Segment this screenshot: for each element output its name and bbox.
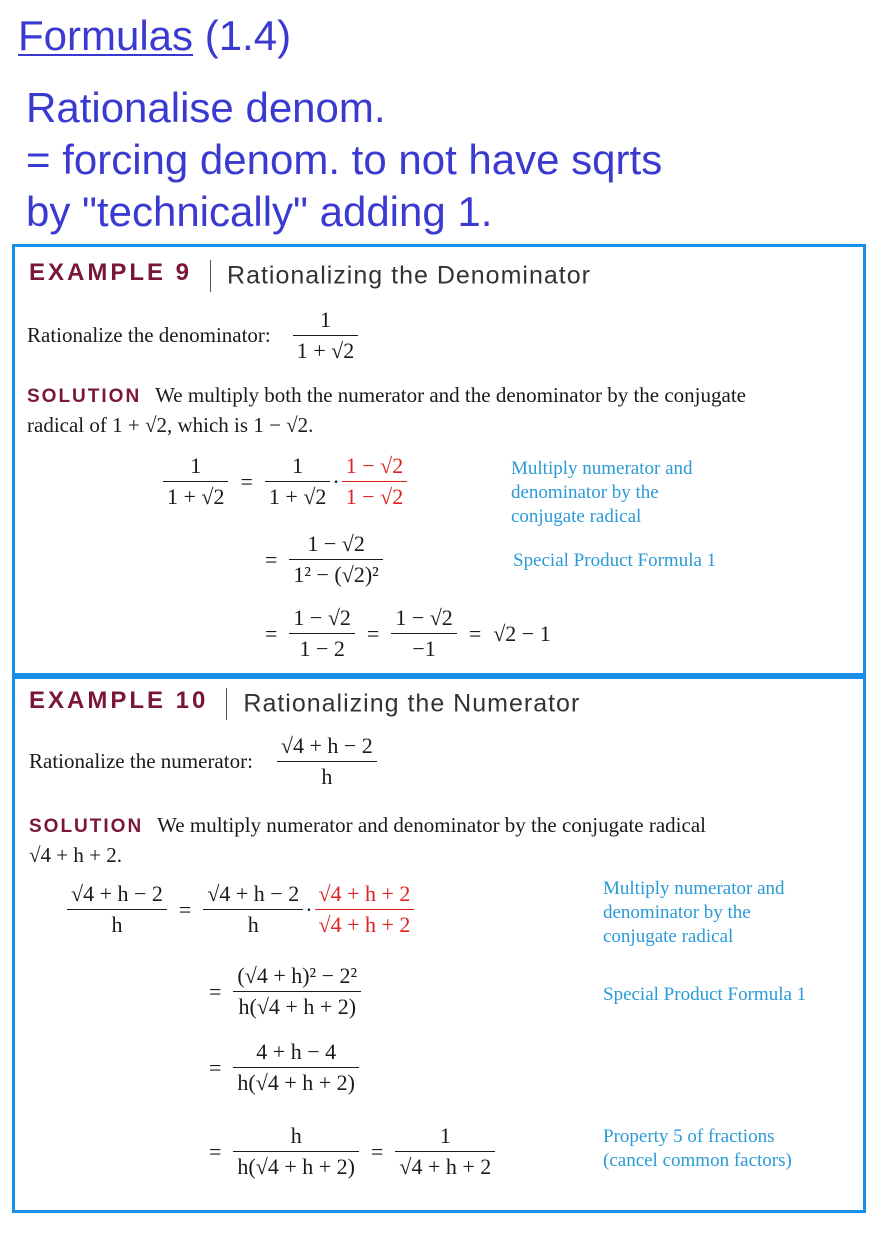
example-10-annotation-1 xyxy=(603,877,785,949)
step-3-fraction: $\frac{4 + h - 4}{h(√4 + h + 2)}$ xyxy=(233,1037,359,1098)
annotation-line: Multiply numerator and xyxy=(603,878,785,899)
example-9-title: Rationalizing the Denominator xyxy=(227,261,591,290)
step-4-fraction-b: $\frac{1}{√4 + h + 2}$ xyxy=(395,1121,495,1182)
example-10-step-2 xyxy=(201,961,361,1022)
annotation-line: Property 5 of fractions xyxy=(603,1126,775,1147)
step-1-conjugate-fraction: $\frac{√4 + h + 2}{√4 + h + 2}$ xyxy=(315,879,415,940)
step-2-fraction: $\frac{1 - √2}{\text{1² − (√2)²}}$ xyxy=(289,529,382,590)
example-10-step-3 xyxy=(201,1037,359,1098)
step-4-fraction-a: $\frac{h}{h(√4 + h + 2)}$ xyxy=(233,1121,359,1182)
equals-sign: = xyxy=(240,468,253,494)
step-3-fraction-b: $\frac{1 - √2}{-1}$ xyxy=(391,603,456,664)
example-9-heading xyxy=(29,259,591,292)
solution-label: SOLUTION xyxy=(27,386,142,407)
solution-text-line-1: We multiply numerator and denominator by the conjugate radical xyxy=(157,813,706,837)
example-10-label: EXAMPLE 10 xyxy=(29,687,209,714)
annotation-line: denominator by the xyxy=(511,482,659,503)
fraction-denominator: 1 + √2 xyxy=(296,338,355,363)
example-10-solution xyxy=(29,811,859,869)
example-10-annotation-2: Special Product Formula 1 xyxy=(603,984,807,1005)
example-9-step-1 xyxy=(163,451,407,512)
example-9-annotation-1 xyxy=(511,457,693,529)
fraction-numerator: 1 xyxy=(293,305,358,336)
solution-text-line-2: √4 + h + 2. xyxy=(29,843,122,867)
solution-label: SOLUTION xyxy=(29,816,144,837)
solution-text-line-1: We multiply both the numerator and the denominator by the conjugate xyxy=(155,383,746,407)
note-line-2: = forcing denom. to not have sqrts xyxy=(26,136,663,183)
step-2-fraction: $\frac{\text{(√4 + h)² − 2²}}{h(√4 + h + 2)}$ xyxy=(233,961,361,1022)
step-1-conjugate-fraction: $\frac{1 - √2}{1 - √2}$ xyxy=(342,451,407,512)
equals-sign: = xyxy=(366,620,380,646)
example-10-given-fraction xyxy=(277,731,377,792)
example-10-heading xyxy=(29,687,580,720)
example-10-prompt-row xyxy=(29,731,377,792)
example-9-box xyxy=(12,244,866,676)
equals-sign: = xyxy=(265,546,278,572)
note-line-3: by "technically" adding 1. xyxy=(26,188,493,235)
example-9-solution xyxy=(27,381,857,439)
heading-divider xyxy=(226,688,227,720)
step-1-fraction-a: $\frac{√4 + h - 2}{h}$ xyxy=(203,879,303,940)
example-9-label: EXAMPLE 9 xyxy=(29,259,193,286)
example-9-prompt-row xyxy=(27,305,358,366)
step-1-lhs-fraction: $\frac{1}{1 + √2}$ xyxy=(163,451,228,512)
section-number: (1.4) xyxy=(193,12,292,59)
equals-sign: = xyxy=(209,1054,222,1080)
example-9-step-2 xyxy=(257,529,383,590)
example-10-title: Rationalizing the Numerator xyxy=(243,689,581,718)
multiply-dot: · xyxy=(305,896,313,922)
step-1-lhs-fraction: $\frac{√4 + h - 2}{h}$ xyxy=(67,879,167,940)
solution-text-line-2: radical of 1 + √2, which is 1 − √2. xyxy=(27,413,314,437)
step-3-fraction-a: $\frac{1 - √2}{1 - 2}$ xyxy=(289,603,354,664)
example-9-step-3 xyxy=(257,603,559,664)
example-10-box xyxy=(12,676,866,1213)
fraction-numerator: √4 + h − 2 xyxy=(277,731,377,762)
annotation-line: (cancel common factors) xyxy=(603,1150,792,1171)
page-title xyxy=(18,12,291,60)
example-10-annotation-3 xyxy=(603,1125,792,1173)
equals-sign: = xyxy=(468,620,482,646)
multiply-dot: · xyxy=(332,468,340,494)
equals-sign: = xyxy=(265,620,278,646)
annotation-line: denominator by the xyxy=(603,902,751,923)
formulas-link[interactable]: Formulas xyxy=(18,12,194,59)
example-10-step-4 xyxy=(201,1121,495,1182)
step-1-fraction-a: $\frac{1}{1 + √2}$ xyxy=(265,451,330,512)
fraction-denominator: h xyxy=(321,764,333,789)
note-line-1: Rationalise denom. xyxy=(26,84,386,131)
example-9-given-fraction xyxy=(293,305,358,366)
example-10-prompt: Rationalize the numerator: xyxy=(29,749,253,773)
equals-sign: = xyxy=(209,1138,222,1164)
example-9-result: √2 − 1 xyxy=(493,620,551,646)
example-10-step-1 xyxy=(67,879,414,940)
equals-sign: = xyxy=(370,1138,384,1164)
annotation-line: conjugate radical xyxy=(511,506,642,527)
annotation-line: Multiply numerator and xyxy=(511,458,693,479)
heading-divider xyxy=(210,260,211,292)
equals-sign: = xyxy=(209,978,222,1004)
example-9-annotation-2: Special Product Formula 1 xyxy=(513,550,717,571)
example-9-prompt: Rationalize the denominator: xyxy=(27,323,271,347)
equals-sign: = xyxy=(178,896,192,922)
annotation-line: conjugate radical xyxy=(603,926,734,947)
